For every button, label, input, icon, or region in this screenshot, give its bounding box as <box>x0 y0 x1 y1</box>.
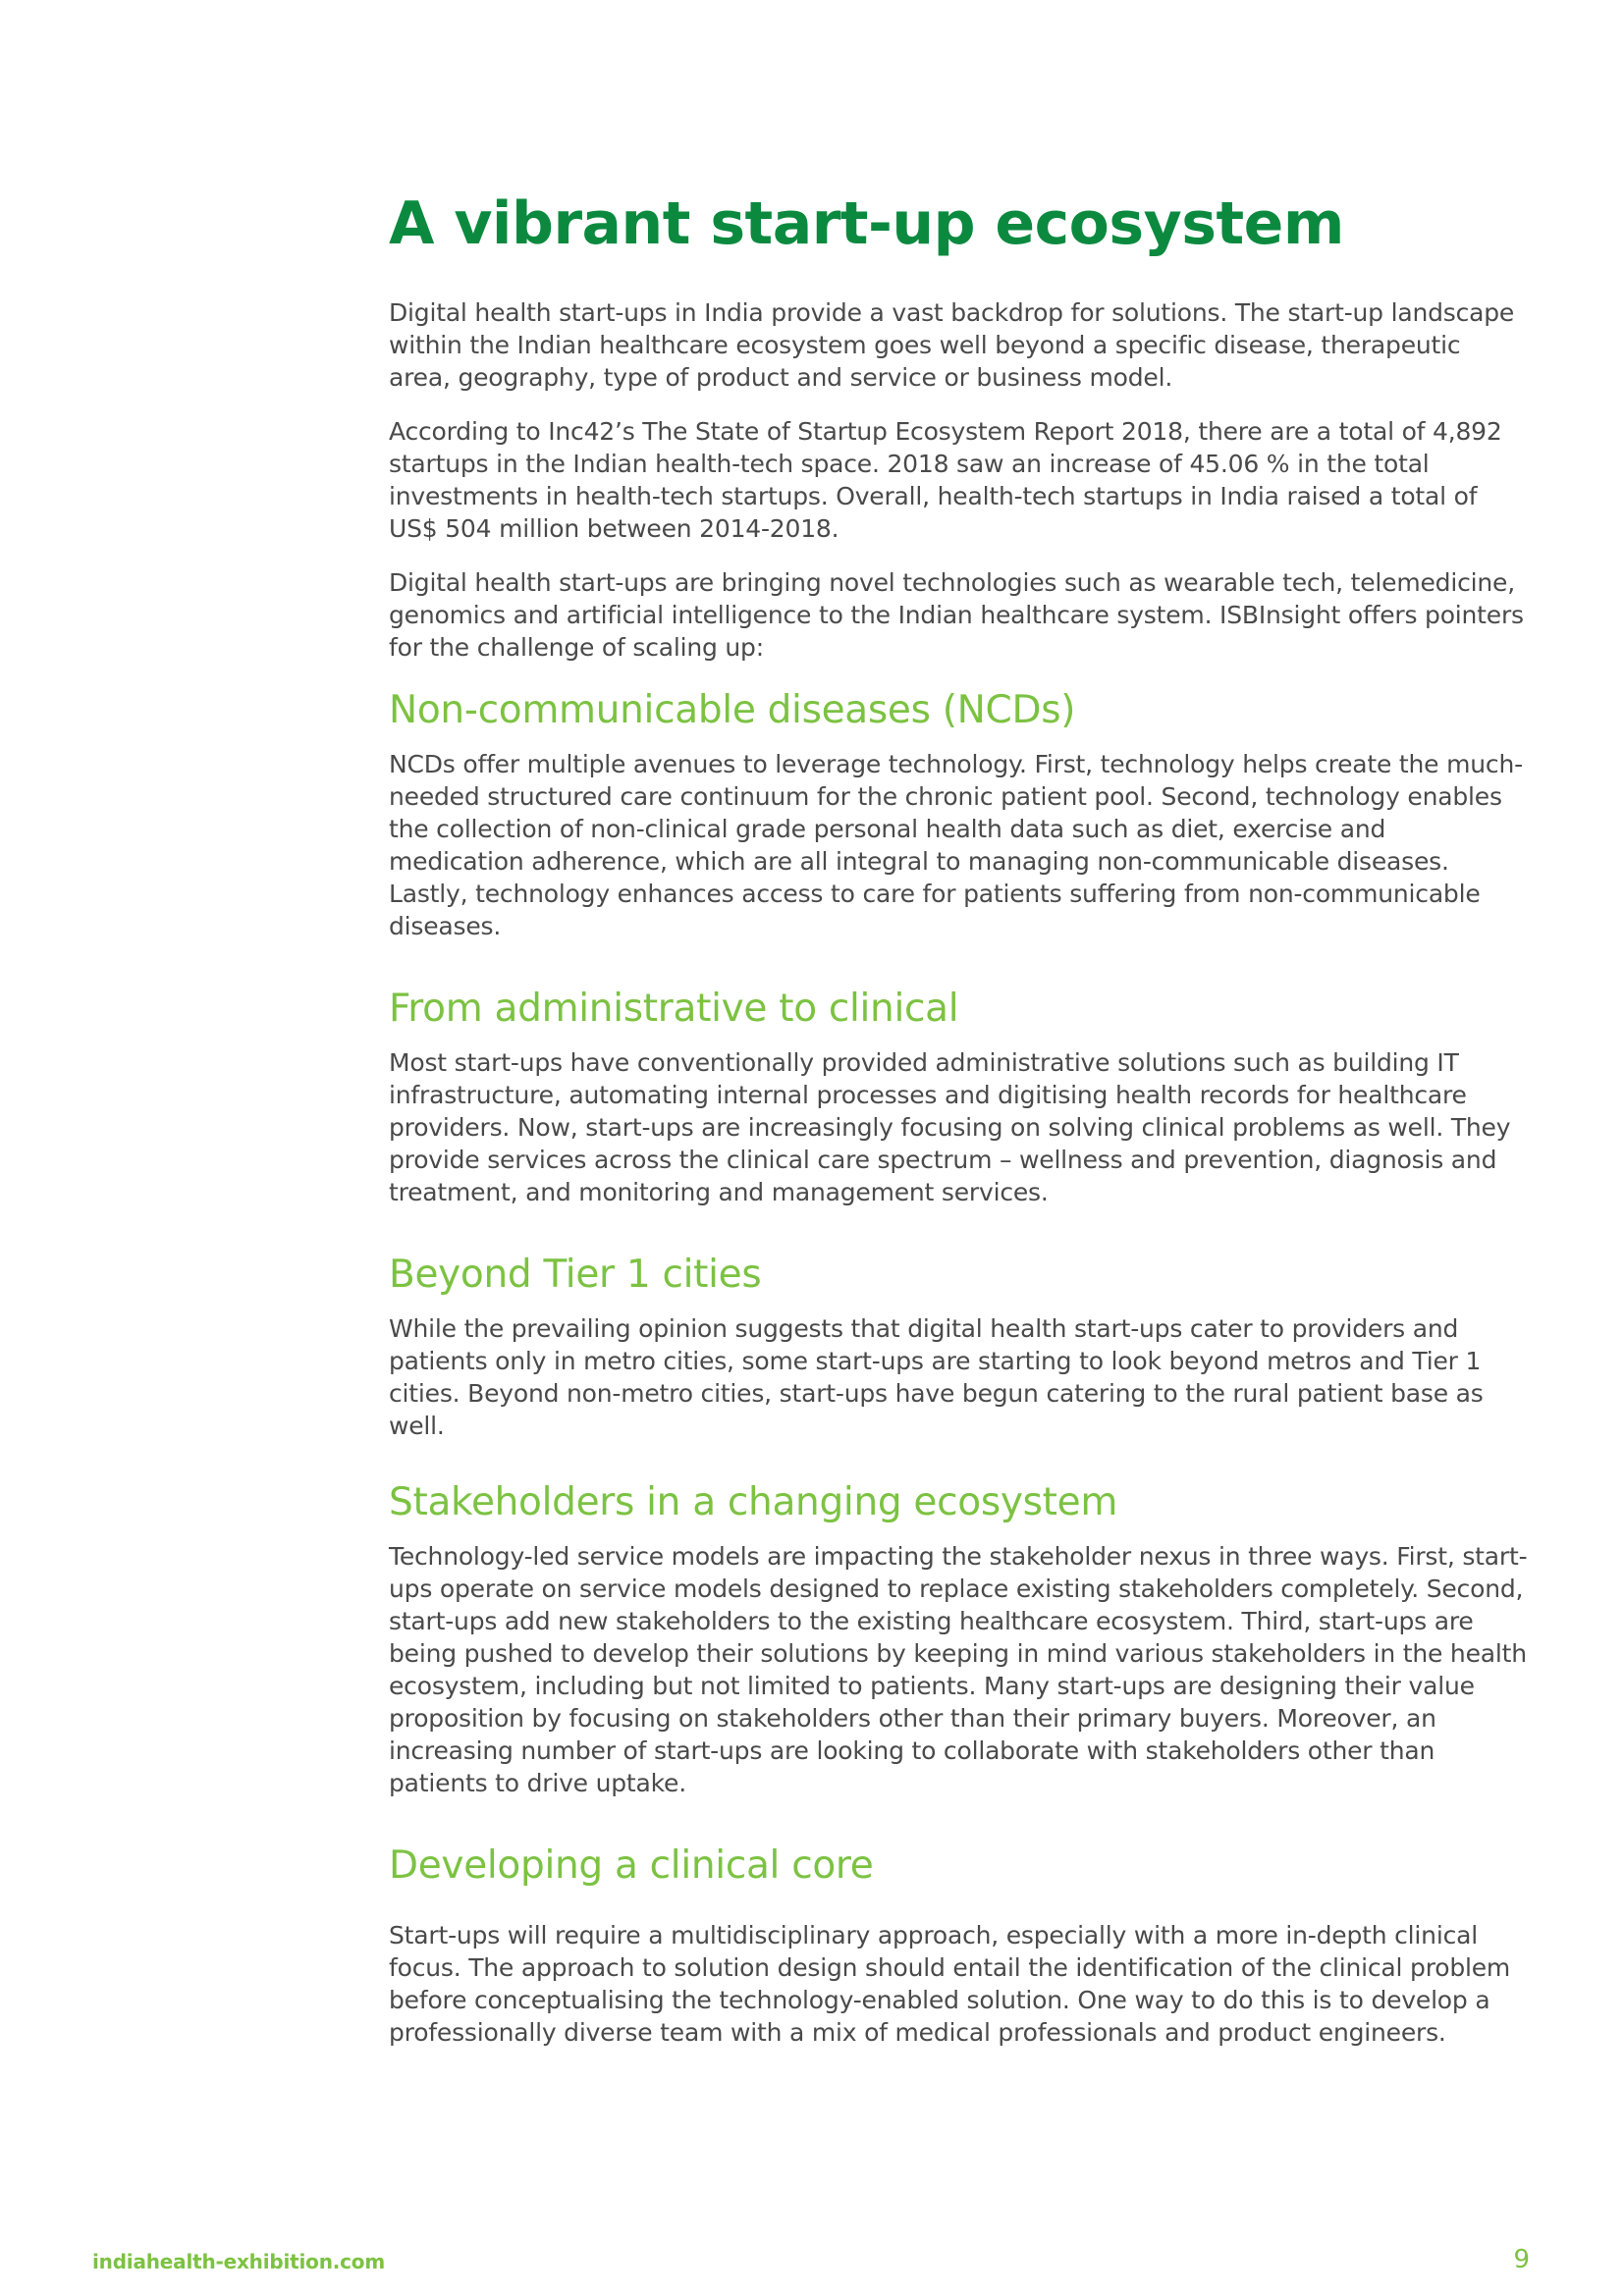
section-beyond-tier-1 <box>389 1250 1528 1442</box>
section-text-beyond-tier-1: While the prevailing opinion suggests that digital health start-ups cater to providers and patients only in metro cities, some start-ups are starting to look beyond metros and Tier 1 cities. Beyond non-metro cities, start-ups have begun catering to the rural patient base as well. <box>389 1314 1484 1440</box>
section-stakeholders <box>389 1477 1528 1799</box>
section-text-clinical-core: Start-ups will require a multidisciplinary approach, especially with a more in-depth clinical focus. The approach to solution design should entail the identification of the clinical problem before conceptualising the technology-enabled solution. One way to do this is to develop a professionally diverse team with a mix of medical professionals and product engineers. <box>389 1921 1511 2047</box>
page-number: 9 <box>1513 2245 1530 2274</box>
section-heading-administrative-clinical: From administrative to clinical <box>389 987 959 1031</box>
section-clinical-core <box>389 1841 1528 2049</box>
section-heading-beyond-tier-1: Beyond Tier 1 cities <box>389 1253 762 1297</box>
page-title: A vibrant start-up ecosystem <box>389 189 1344 258</box>
intro-paragraph-1: Digital health start-ups in India provide a vast backdrop for solutions. The start-up landscape within the Indian healthcare ecosystem goes well beyond a specific disease, therapeutic area, geography, type of product and service or business model. <box>389 298 1515 392</box>
intro-block <box>389 296 1528 664</box>
section-ncds <box>389 685 1528 942</box>
section-administrative-clinical <box>389 984 1528 1208</box>
section-heading-ncds: Non-communicable diseases (NCDs) <box>389 688 1076 732</box>
section-text-stakeholders: Technology-led service models are impacting the stakeholder nexus in three ways. First, start-ups operate on service models designed to replace existing stakeholders completely. Second, start-ups add new stakeholders to the existing healthcare ecosystem. Third, start-ups are being pushed to develop their solutions by keeping in mind various stakeholders in the health ecosystem, including but not limited to patients. Many start-ups are designing their value proposition by focusing on stakeholders other than their primary buyers. Moreover, an increasing number of start-ups are looking to collaborate with stakeholders other than patients to drive uptake. <box>389 1542 1528 1797</box>
article-content <box>389 187 1528 2070</box>
footer-website-url: indiahealth-exhibition.com <box>92 2250 385 2273</box>
intro-paragraph-3: Digital health start-ups are bringing novel technologies such as wearable tech, telemedicine, genomics and artificial intelligence to the Indian healthcare system. ISBInsight offers pointers for the challenge of scaling up: <box>389 568 1524 662</box>
section-text-administrative-clinical: Most start-ups have conventionally provided administrative solutions such as building IT infrastructure, automating internal processes and digitising health records for healthcare providers. Now, start-ups are increasingly focusing on solving clinical problems as well. They provide services across the clinical care spectrum – wellness and prevention, diagnosis and treatment, and monitoring and management services. <box>389 1048 1511 1206</box>
section-heading-stakeholders: Stakeholders in a changing ecosystem <box>389 1480 1118 1524</box>
section-heading-clinical-core: Developing a clinical core <box>389 1843 874 1888</box>
section-text-ncds: NCDs offer multiple avenues to leverage technology. First, technology helps create the much-needed structured care continuum for the chronic patient pool. Second, technology enables the collection of non-clinical grade personal health data such as diet, exercise and medication adherence, which are all integral to managing non-communicable diseases. Lastly, technology enhances access to care for patients suffering from non-communicable diseases. <box>389 750 1523 940</box>
intro-paragraph-2: According to Inc42’s The State of Startup Ecosystem Report 2018, there are a total of 4,892 startups in the Indian health-tech space. 2018 saw an increase of 45.06 % in the total investments in health-tech startups. Overall, health-tech startups in India raised a total of US$ 504 million between 2014-2018. <box>389 417 1502 543</box>
